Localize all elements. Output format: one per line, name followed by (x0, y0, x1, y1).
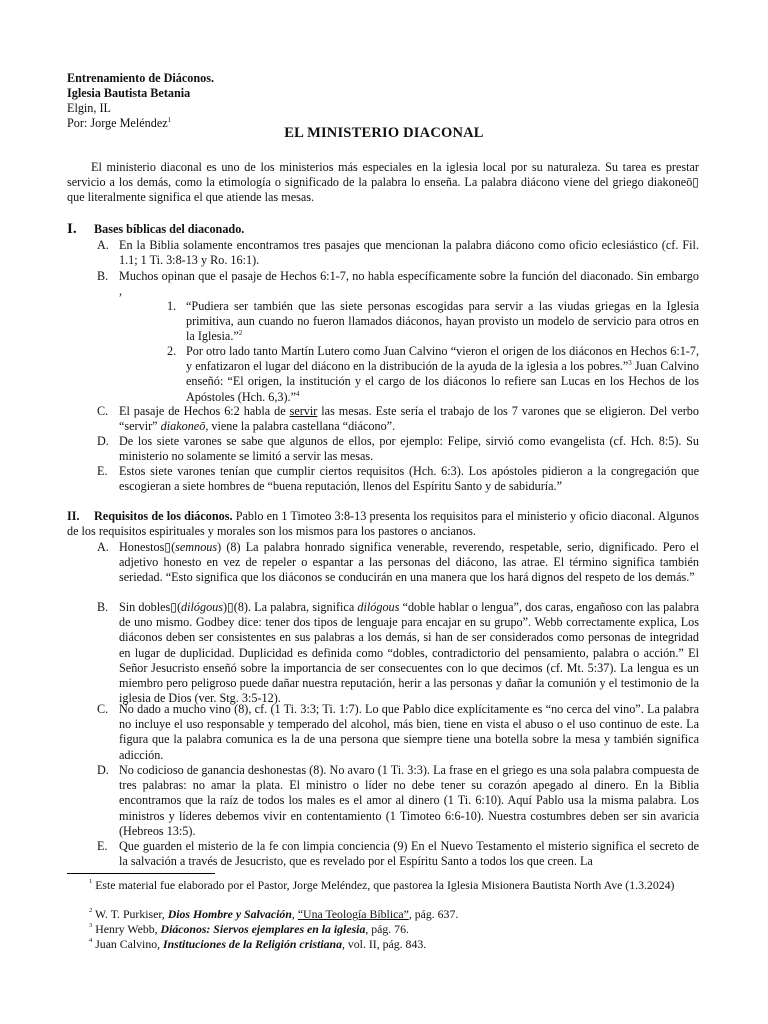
section-heading-1 (67, 222, 244, 237)
footnote-text: , pág. 637. (408, 907, 459, 921)
footnote-1 (67, 878, 699, 893)
greek-term: dilógous (181, 600, 223, 614)
item-label: 2. (167, 344, 177, 358)
section-title: Bases bíblicas del diaconado. (94, 222, 245, 236)
footnote-text: Juan Calvino, (92, 937, 164, 951)
footnote-ref: 2 (238, 329, 243, 338)
item-text: )▯(8). La palabra, significa (223, 600, 358, 614)
item-label: E. (97, 839, 108, 853)
footnote-number: 3 (89, 922, 93, 929)
list-item (97, 269, 699, 299)
greek-term: dilógous (357, 600, 400, 614)
item-text: “Pudiera ser también que las siete personas escogidas para servir a las viudas griegas en la Iglesia primitiva, aun cuando no fueron llamados diáconos, hayan provisto un modelo de servicio para otros en la Iglesia.” (186, 299, 699, 344)
footnote-text: W. T. Purkiser, (92, 907, 168, 921)
author-text: Por: Jorge Meléndez (67, 116, 168, 130)
item-label: A. (97, 540, 109, 554)
item-text: No dado a mucho vino (8), cf. (1 Ti. 3:3; Ti. 1:7). Lo que Pablo dice explícitamente es “no cerca del vino”. La palabra no incluye el uso responsable y temperado del alcohol, más bien, tiene en vista el abuso o el uso continuo de este. La figura que la palabra comunica es la de una persona que siempre tiene una botella sobre la mesa y también significa adicción. (119, 702, 699, 762)
item-text: En la Biblia solamente encontramos tres pasajes que mencionan la palabra diácono como oficio eclesiástico (cf. Fil. 1.1; 1 Ti. 3:8-13 y Ro. 16:1). (119, 238, 699, 268)
item-text: Honestos▯( (119, 540, 176, 554)
footnote-text: Henry Webb, (92, 922, 161, 936)
item-text: Juan Calvino enseñó: “El origen, la institución y el cargo de los diáconos lo refiere san Lucas en los Hechos de los Apóstoles (Hch. 6,3).” (186, 359, 700, 404)
footnote-text: Este material fue elaborado por el Pastor, Jorge Meléndez, que pastorea la Iglesia Misionera Bautista North Ave (1.3.2024) (92, 878, 675, 892)
footnote-ref: 4 (296, 389, 300, 398)
footnote-ref: 1 (167, 116, 172, 124)
footnote-number: 2 (89, 907, 93, 914)
footnote-number: 4 (89, 937, 93, 944)
footnote-text: , vol. II, pág. 843. (341, 937, 427, 951)
item-text: “doble hablar o lengua”, dos caras, engañoso con las palabra de uno mismo. Godbey dice: tener dos tipos de lenguaje para encajar en su grupo”. Webb correctamente explica, Los diáconos deben ser consistentes en sus palabras a los demás, si han de ser considerados como personas de integridad en lugar de duplicidad. Duplicidad es definida como “dobles, contradictorio del pensamiento, palabra o acción.” El Señor Jesucristo enseñó sobre la importancia de ser consecuentes con lo que decimos (cf. Mt. 5:37). La lengua es un miembro pero peligroso puede dañar nuestra reputación, herir a las personas y dañar la comunión y el testimonio de la iglesia de Dios (ver. Stg. 3:5-12). (119, 600, 700, 706)
header-location: Elgin, IL (67, 101, 112, 115)
item-label: B. (97, 269, 109, 283)
item-text: ) (8) La palabra honrado significa venerable, reverendo, respetable, serio, dignificado. Pero el adjetivo honesto en vez de repeler o espantar a las personas del diácono, las atrae. El término significa también seriedad. “Esto significa que los diáconos se conducirán en una manera que los hará dignos del respeto de los demás.” (119, 540, 699, 585)
page-title: EL MINISTERIO DIACONAL (284, 125, 484, 141)
greek-term: diakoneō (160, 419, 206, 434)
footnote-subtitle: “Una Teología Bíblica” (297, 907, 409, 921)
footnote-2 (89, 907, 721, 922)
section-intro: Pablo en 1 Timoteo 3:8-13 presenta los requisitos para el ministerio y oficio diaconal. Algunos de los requisitos espirituales y morales son los mismos para los pastores o ancianos. (67, 509, 699, 539)
sub-list-item (167, 344, 700, 405)
footnote-number: 1 (89, 878, 93, 885)
list-item (97, 763, 699, 839)
footnote-book-title: Diáconos: Siervos ejemplares en la iglesia (160, 922, 366, 936)
list-item (97, 464, 699, 494)
item-text: Por otro lado tanto Martín Lutero como Juan Calvino “vieron el origen de los diáconos en Hechos 6:1-7, y enfatizaron el lugar del diácono en la distribución de la ayuda de la iglesia a los pobres.” (186, 344, 699, 374)
footnote-divider (67, 873, 215, 874)
footnote-text: , (291, 907, 298, 921)
item-text: Estos siete varones tenían que cumplir ciertos requisitos (Hch. 6:3). Los apóstoles pidieron a la congregación que escogieran a siete hombres de “buena reputación, llenos del Espíritu Santo y de sabiduría.” (119, 464, 699, 494)
item-text: El pasaje de Hechos 6:2 habla de (119, 404, 290, 418)
footnote-book-title: Instituciones de la Religión cristiana (163, 937, 342, 951)
footnote-book-title: Dios Hombre y Salvación (167, 907, 292, 921)
section-title: Requisitos de los diáconos. (94, 509, 233, 523)
header-church: Iglesia Bautista Betania (67, 86, 191, 100)
footnote-3 (89, 922, 721, 937)
item-text: Sin dobles▯( (119, 600, 182, 614)
item-label: B. (97, 600, 109, 614)
footnote-4 (89, 937, 721, 952)
sub-list-item (167, 299, 699, 345)
list-item (97, 839, 699, 869)
greek-term: semnous (175, 540, 218, 554)
footnote-text: , pág. 76. (365, 922, 409, 936)
section-heading-2 (67, 509, 699, 539)
item-text: Muchos opinan que el pasaje de Hechos 6:1-7, no habla específicamente sobre la función del diaconado. Sin embargo , (119, 269, 699, 299)
list-item (97, 404, 699, 434)
item-label: A. (97, 238, 109, 252)
list-item (97, 434, 699, 464)
item-text: No codicioso de ganancia deshonestas (8). No avaro (1 Ti. 3:3). La frase en el griego es una sola palabra compuesta de tres palabras: no amar la plata. El ministro o líder no debe tener su corazón apegado al dinero. En la Biblia encontramos que la raíz de todos los males es el amor al dinero (1 Ti. 6:10). Aquí Pablo usa la misma palabra. Los ministros y líderes debemos vivir en contentamiento (1 Timoteo 6:6-10). Nuestra costumbres deben ser sin avaricia (Hebreos 13:5). (119, 763, 699, 838)
list-item (97, 600, 700, 706)
list-item (97, 238, 699, 268)
section-number: II. (67, 509, 80, 523)
item-text: las mesas. Este sería el trabajo de los 7 varones que se eligieron. Del verbo “servir” (119, 404, 699, 434)
footnote-ref: 3 (628, 359, 632, 368)
item-label: C. (97, 404, 109, 418)
item-label: D. (97, 434, 109, 448)
intro-text: El ministerio diaconal es uno de los ministerios más especiales en la iglesia local por su naturaleza. Su tarea es prestar servicio a los demás, como la etimología o significado de la palabra lo enseña. La palabra diácono viene del griego diakoneō▯ que literalmente significa el que atiende las mesas. (67, 160, 699, 205)
section-number: I. (67, 221, 77, 237)
item-label: D. (97, 763, 109, 777)
intro-paragraph (67, 160, 699, 206)
list-item (97, 540, 699, 586)
item-label: C. (97, 702, 109, 716)
item-text: Que guarden el misterio de la fe con limpia conciencia (9) En el Nuevo Testamento el misterio significa el secreto de la salvación a través de Jesucristo, que es revelado por el Espíritu Santo a todos los que creen. La (119, 839, 699, 869)
item-text: De los siete varones se sabe que algunos de ellos, por ejemplo: Felipe, sirvió como evangelista (cf. Hch. 8:5). Su ministerio no solamente se limitó a servir las mesas. (119, 434, 699, 464)
list-item (97, 702, 699, 763)
item-label: 1. (167, 299, 177, 313)
item-text: , viene la palabra castellana “diácono”. (205, 419, 396, 434)
header-course: Entrenamiento de Diáconos. (67, 71, 215, 85)
item-text-underlined: servir (289, 404, 318, 418)
item-label: E. (97, 464, 108, 478)
